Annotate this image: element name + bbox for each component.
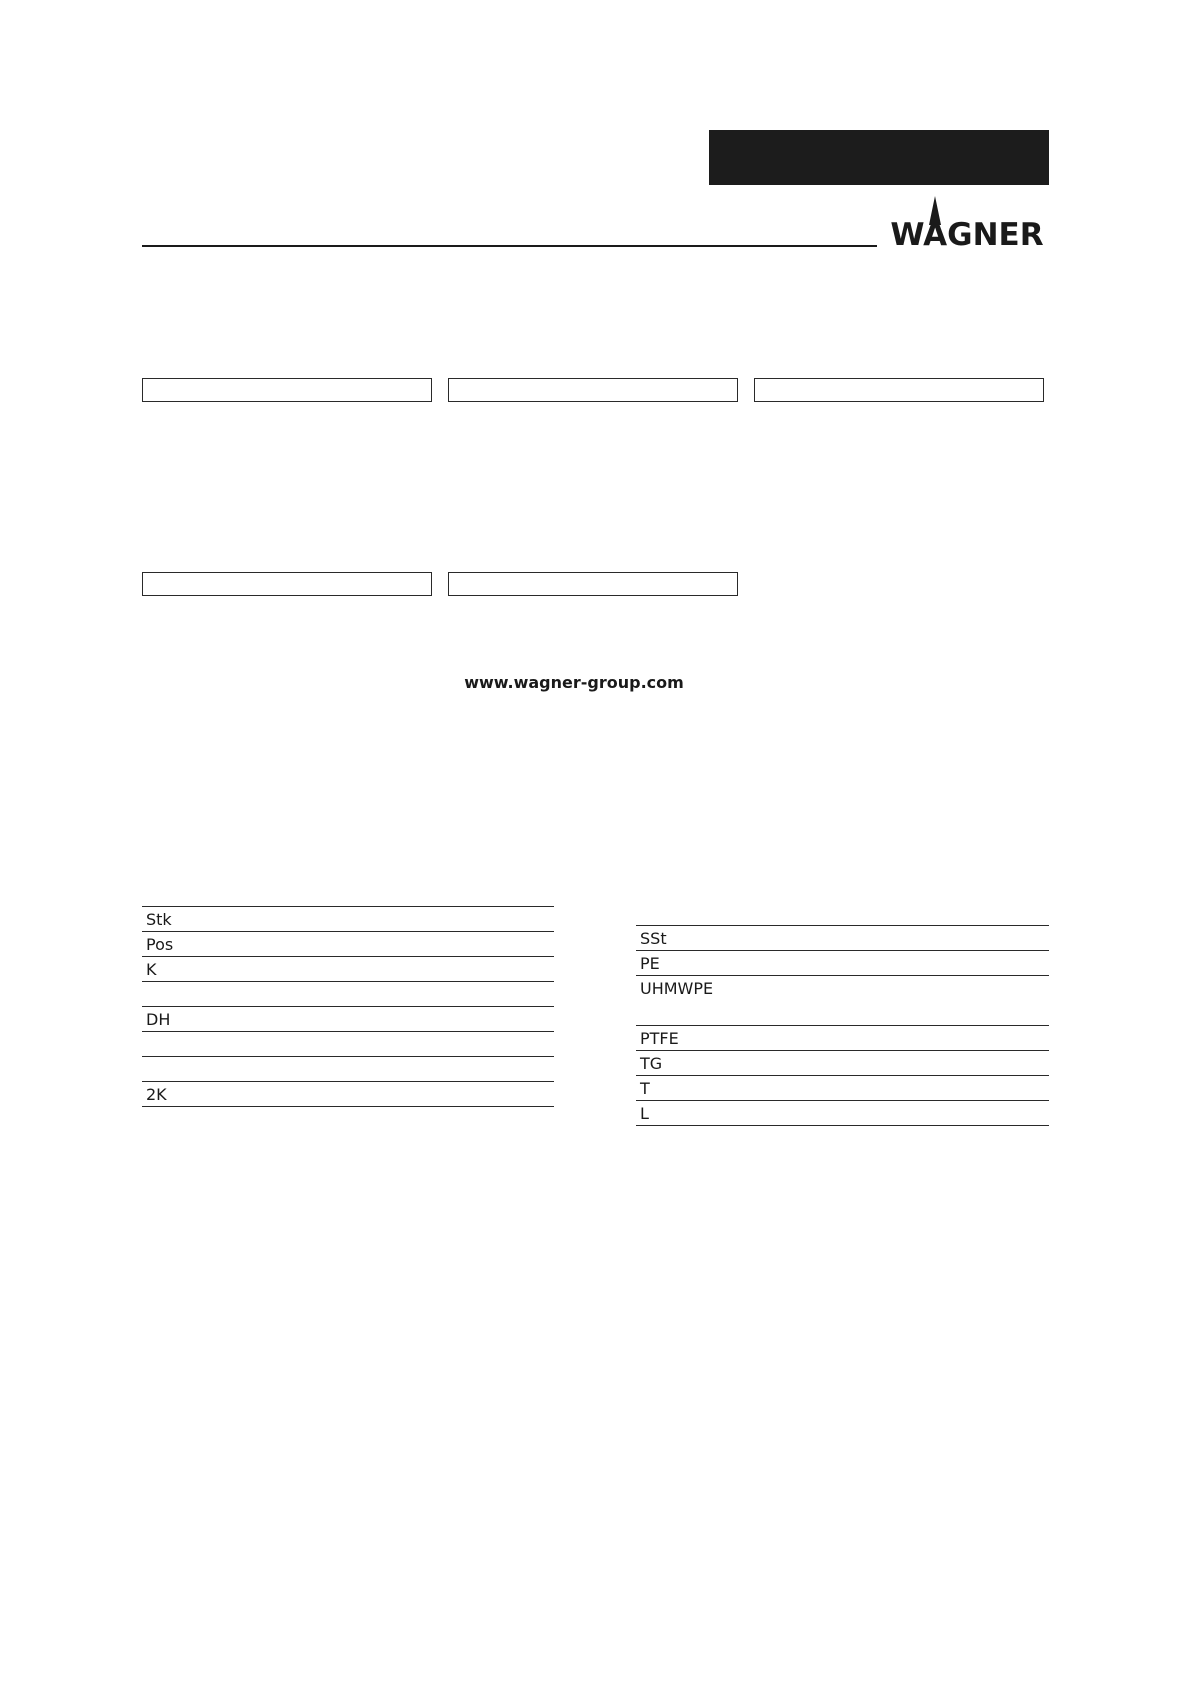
field-box-5[interactable] [448, 572, 738, 596]
abbreviation-row [142, 982, 554, 1007]
abbreviation-row: UHMWPE [636, 976, 1049, 1026]
abbreviation-row: SSt [636, 926, 1049, 951]
abbreviation-row [142, 1032, 554, 1057]
field-box-1[interactable] [142, 378, 432, 402]
abbreviation-row: DH [142, 1007, 554, 1032]
logo-text: WAGNER [890, 217, 1044, 247]
field-box-4[interactable] [142, 572, 432, 596]
abbreviation-row: Stk [142, 907, 554, 932]
abbreviation-row: 2K [142, 1082, 554, 1107]
field-box-2[interactable] [448, 378, 738, 402]
abbreviation-row: L [636, 1101, 1049, 1126]
abbreviation-table-left [142, 906, 554, 1107]
field-box-3[interactable] [754, 378, 1044, 402]
wagner-logo [884, 195, 1050, 247]
abbreviation-row: PTFE [636, 1026, 1049, 1051]
header-block [709, 130, 1049, 185]
abbreviation-row: T [636, 1076, 1049, 1101]
abbreviation-row: K [142, 957, 554, 982]
abbreviation-row [142, 1057, 554, 1082]
abbreviation-row: PE [636, 951, 1049, 976]
website-url: www.wagner-group.com [464, 673, 684, 692]
abbreviation-row: Pos [142, 932, 554, 957]
abbreviation-table-right [636, 925, 1049, 1126]
abbreviation-row: TG [636, 1051, 1049, 1076]
header-rule [142, 245, 877, 247]
